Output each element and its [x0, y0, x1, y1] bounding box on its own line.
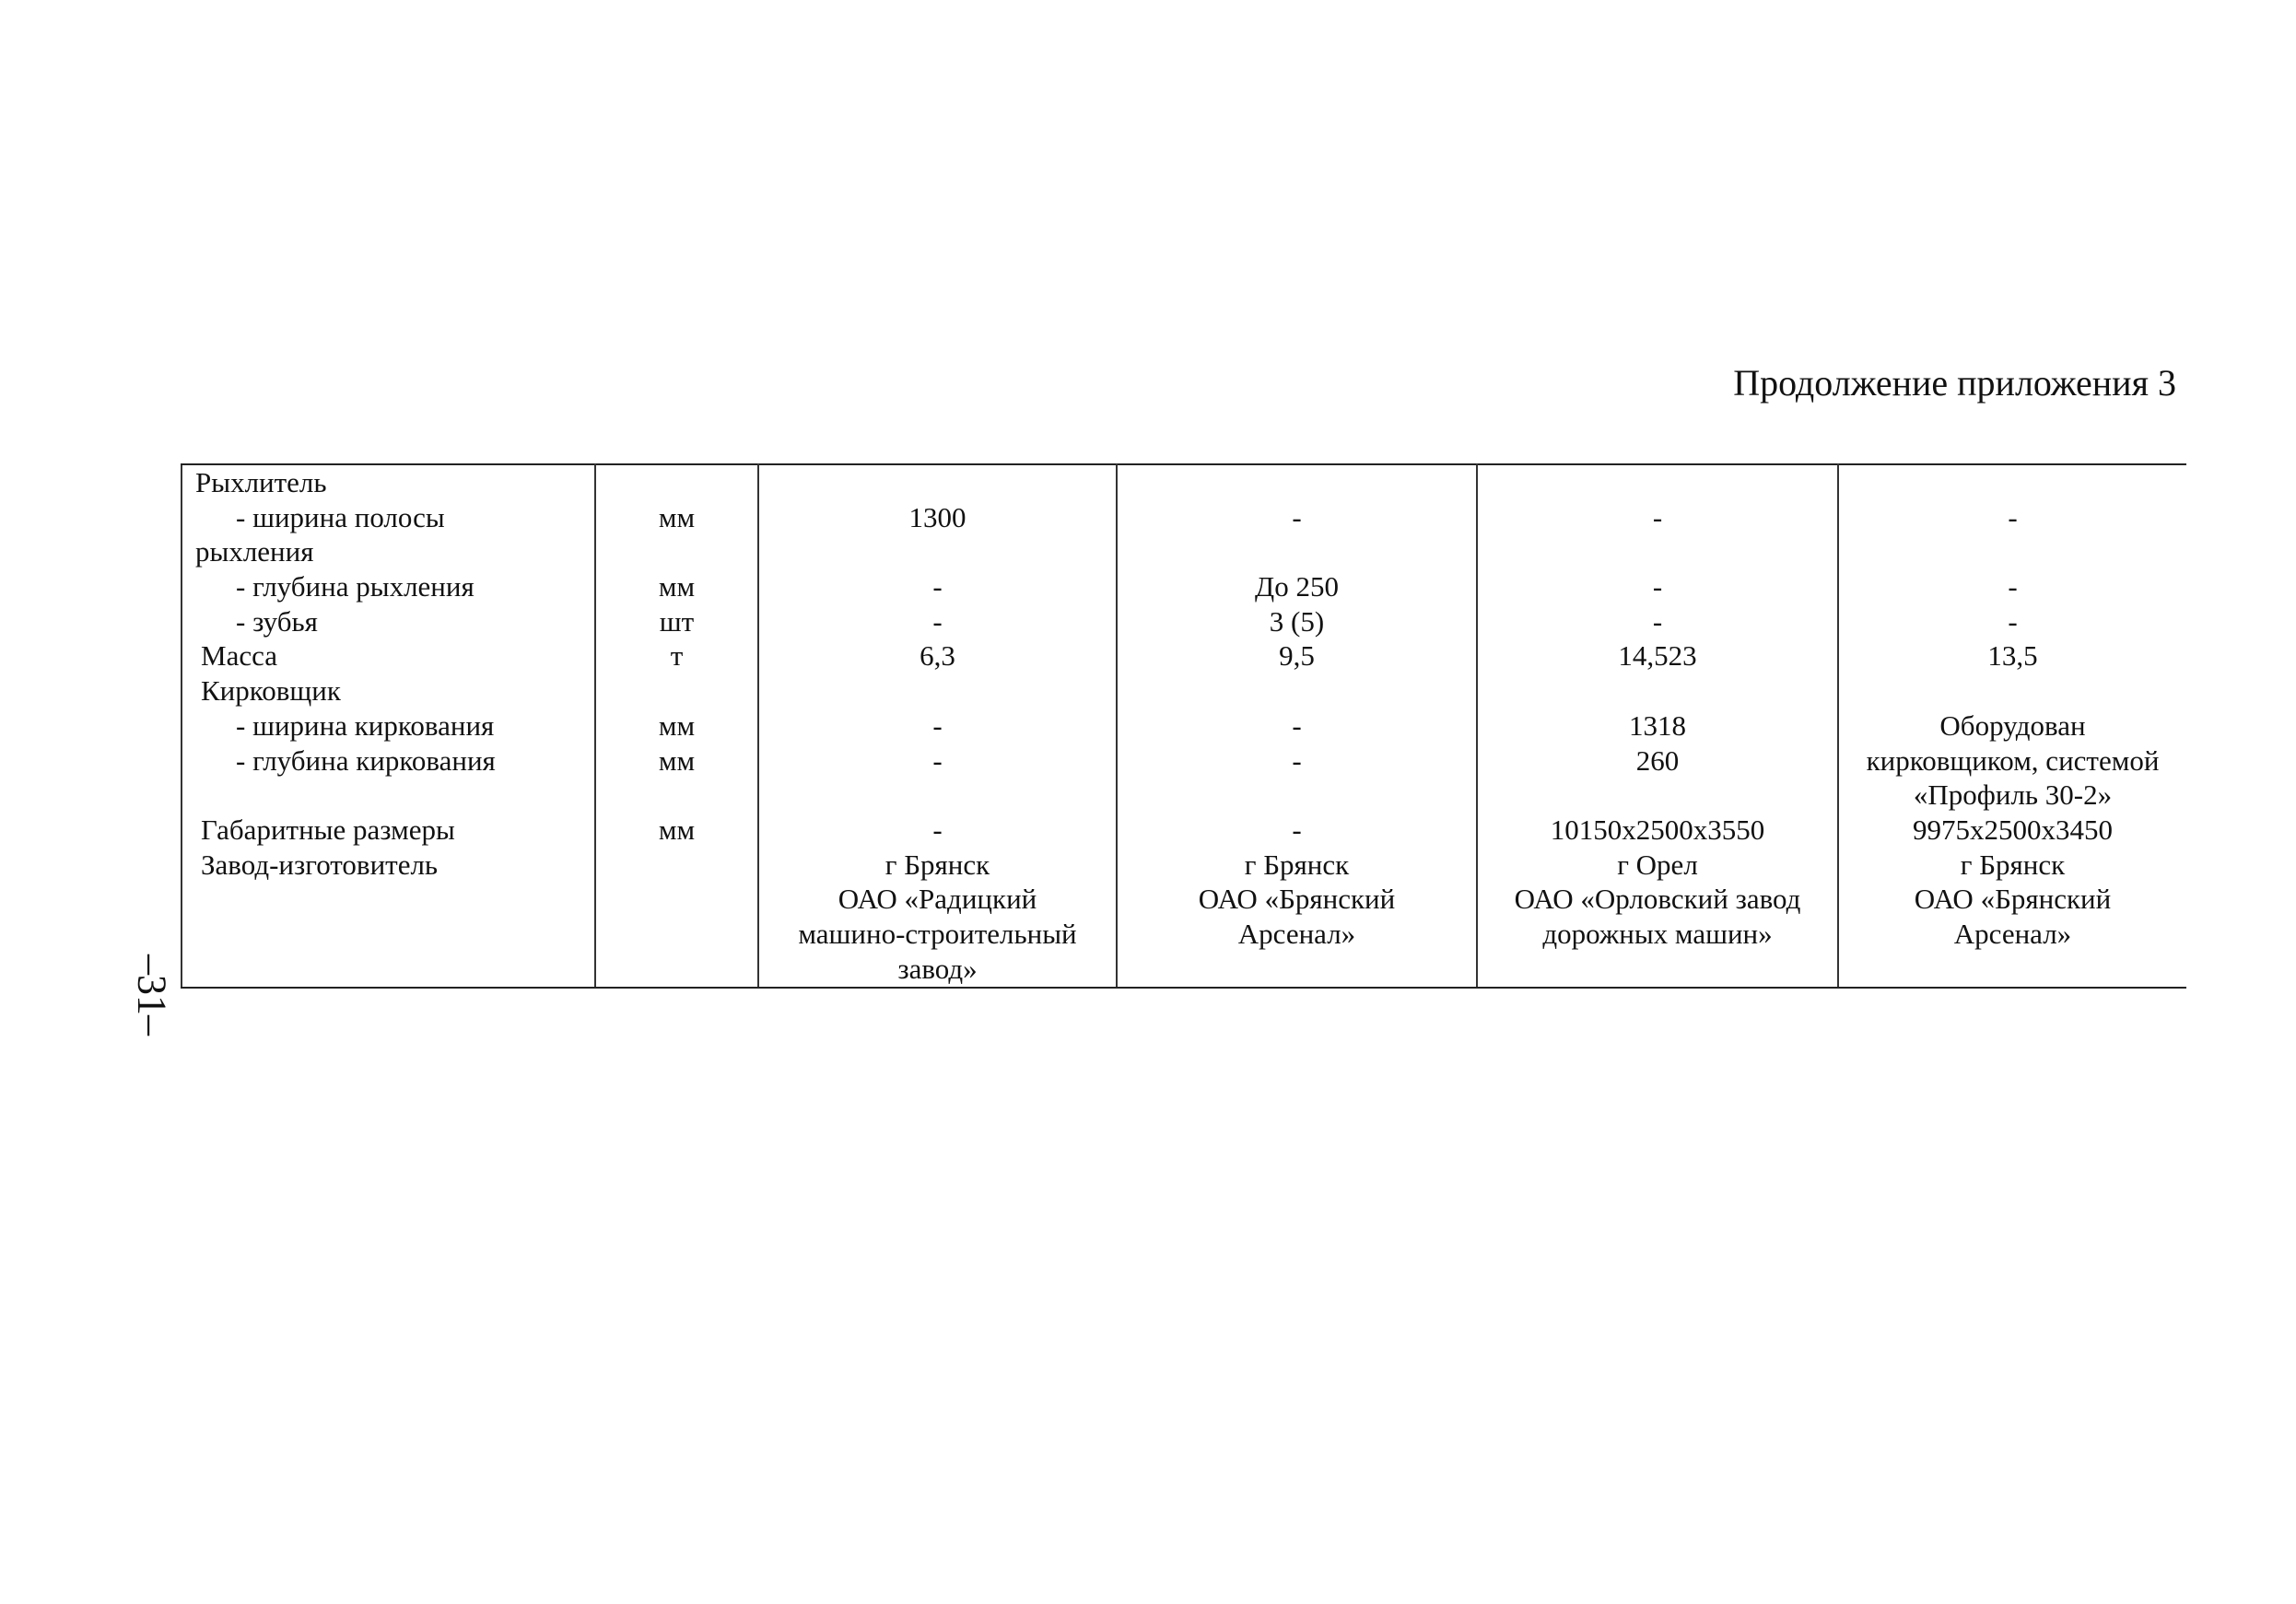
parameter-name: Масса — [201, 639, 277, 673]
machine-4-value: г Брянск — [1960, 848, 2066, 881]
machine-1-value — [759, 673, 1116, 708]
machine-3-value: 1318 — [1629, 708, 1686, 742]
unit-value — [596, 673, 757, 708]
machine-column-3 — [1477, 464, 1838, 988]
machine-2-value: ОАО «Брянский — [1198, 883, 1396, 916]
unit-value: т — [670, 639, 684, 673]
machine-1-value: - — [932, 813, 943, 846]
machine-3-value: - — [1652, 604, 1663, 638]
page-number-text: –31– — [129, 954, 175, 1036]
machine-4-value — [1839, 952, 2186, 987]
machine-4-value: Оборудован — [1939, 708, 2086, 742]
machine-1-value — [759, 465, 1116, 500]
unit-value: мм — [658, 813, 696, 846]
parameter-name: рыхления — [195, 535, 314, 568]
parameter-name: Завод-изготовитель — [201, 848, 439, 881]
machine-2-value: 9,5 — [1279, 639, 1315, 673]
unit-value — [596, 882, 757, 917]
machine-3-value: 10150x2500x3550 — [1550, 813, 1765, 846]
machine-2-value: - — [1292, 743, 1302, 777]
unit-value: мм — [658, 500, 696, 533]
unit-value: мм — [658, 708, 696, 742]
parameter-name: - ширина киркования — [236, 708, 495, 742]
machine-3-value: дорожных машин» — [1542, 917, 1773, 950]
machine-2-value: Арсенал» — [1237, 917, 1356, 950]
parameter-name — [182, 952, 594, 987]
parameter-name: - глубина рыхления — [236, 570, 474, 603]
machine-4-value: - — [2008, 570, 2018, 603]
unit-cell — [595, 464, 758, 988]
machine-2-value: До 250 — [1255, 570, 1339, 603]
machine-3-value — [1478, 534, 1837, 569]
machine-1-value: завод» — [897, 952, 978, 985]
machine-3-value: - — [1652, 500, 1663, 533]
machine-3-value — [1478, 952, 1837, 987]
machine-1-value: - — [932, 604, 943, 638]
machine-1-value: 6,3 — [920, 639, 955, 673]
machine-2-value: - — [1292, 500, 1302, 533]
parameter-name: Габаритные размеры — [201, 813, 455, 846]
unit-value — [596, 952, 757, 987]
machine-4-value: Арсенал» — [1953, 917, 2072, 950]
machine-4-value: ОАО «Брянский — [1914, 883, 2112, 916]
machine-4-value — [1839, 465, 2186, 500]
unit-value — [596, 534, 757, 569]
unit-value: шт — [659, 604, 695, 638]
machine-3-value — [1478, 673, 1837, 708]
machine-4-value: - — [2008, 500, 2018, 533]
machine-1-value: - — [932, 743, 943, 777]
machine-1-value: машино-строительный — [798, 917, 1077, 950]
machine-2-value: г Брянск — [1244, 848, 1350, 881]
machine-2-value — [1118, 778, 1476, 813]
parameter-name — [182, 778, 594, 813]
unit-value: мм — [658, 570, 696, 603]
machine-3-value: ОАО «Орловский завод — [1514, 883, 1801, 916]
unit-value — [596, 917, 757, 952]
machine-2-value: - — [1292, 813, 1302, 846]
unit-value — [596, 848, 757, 883]
parameter-name: Кирковщик — [201, 674, 341, 708]
machine-4-value — [1839, 534, 2186, 569]
machine-column-2 — [1117, 464, 1477, 988]
parameter-name — [182, 917, 594, 952]
unit-value — [596, 778, 757, 813]
machine-3-value: 260 — [1635, 743, 1680, 777]
specification-table — [181, 463, 2186, 989]
parameter-name: - ширина полосы — [236, 500, 445, 533]
machine-3-value: 14,523 — [1618, 639, 1697, 673]
machine-1-value: ОАО «Радицкий — [838, 883, 1037, 916]
machine-2-value — [1118, 465, 1476, 500]
machine-3-value — [1478, 465, 1837, 500]
machine-3-value — [1478, 778, 1837, 813]
machine-1-value: г Брянск — [884, 848, 990, 881]
machine-3-value: - — [1652, 570, 1663, 603]
appendix-continuation-caption: Продолжение приложения 3 — [1733, 362, 2176, 404]
parameter-name: - зубья — [236, 604, 318, 638]
machine-2-value: 3 (5) — [1269, 604, 1325, 638]
machine-4-value: 13,5 — [1987, 639, 2038, 673]
machine-4-value: 9975x2500x3450 — [1913, 813, 2113, 846]
machine-2-value — [1118, 952, 1476, 987]
unit-value: мм — [658, 743, 696, 777]
parameter-name: Рыхлитель — [195, 466, 327, 498]
machine-4-value — [1839, 673, 2186, 708]
machine-3-value: г Орел — [1617, 848, 1698, 881]
machine-4-value: «Профиль 30-2» — [1913, 779, 2113, 812]
machine-4-value: кирковщиком, системой — [1866, 743, 2160, 777]
machine-1-value: - — [932, 570, 943, 603]
machine-2-value — [1118, 673, 1476, 708]
machine-1-value — [759, 778, 1116, 813]
parameter-name-cell — [182, 464, 595, 988]
parameter-name: - глубина киркования — [236, 743, 496, 777]
machine-column-4 — [1838, 464, 2186, 988]
machine-column-1 — [758, 464, 1117, 988]
parameter-name — [182, 882, 594, 917]
machine-4-value: - — [2008, 604, 2018, 638]
machine-2-value: - — [1292, 708, 1302, 742]
machine-2-value — [1118, 534, 1476, 569]
unit-value — [596, 465, 757, 500]
table-row — [182, 464, 2186, 988]
machine-1-value: 1300 — [908, 500, 966, 533]
machine-1-value: - — [932, 708, 943, 742]
machine-1-value — [759, 534, 1116, 569]
